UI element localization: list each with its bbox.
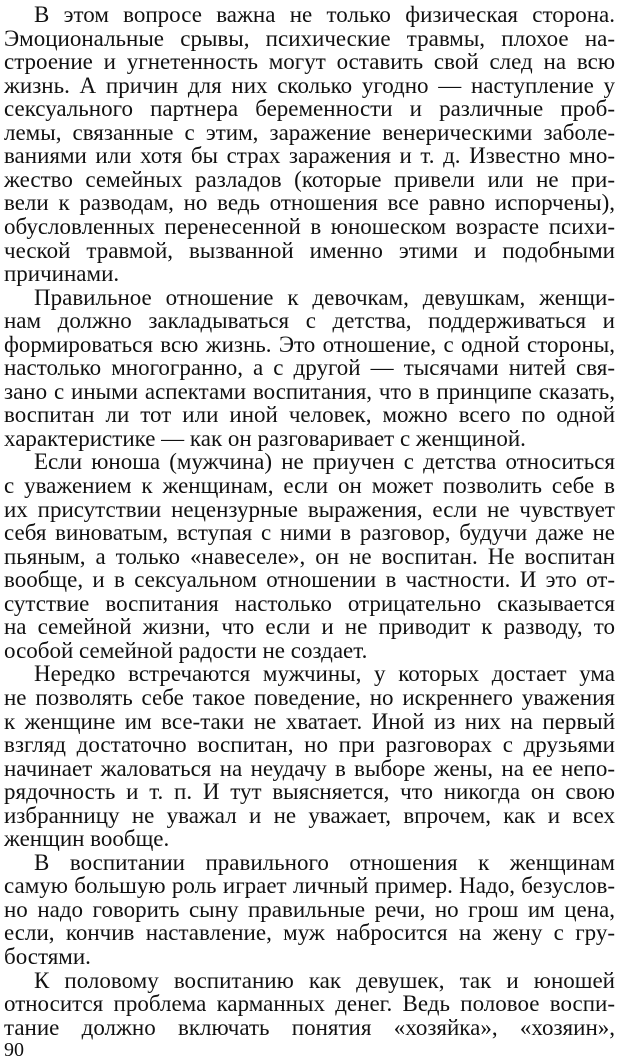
text-line: характеристике — как он разговаривает с женщиной.	[4, 425, 526, 451]
text-line: если, кончив наставление, муж набросится на жену с гру-	[4, 920, 615, 946]
text-line: Эмоциональные срывы, психические травмы, плохое на-	[4, 25, 615, 51]
text-line: ческой травмой, вызванной именно этими и подобными	[4, 237, 615, 263]
text-line: вели к разводам, но ведь отношения все равно испорчены),	[4, 190, 615, 216]
text-line: женщин вообще.	[4, 826, 170, 852]
text-line: бостями.	[4, 944, 91, 969]
text-line: с уважением к женщинам, если он может позволить себе в	[4, 473, 615, 498]
text-line: формироваться всю жизнь. Это отношение, с одной стороны,	[4, 331, 615, 357]
text-line: В этом вопросе важна не только физическая сторона.	[34, 2, 615, 27]
book-page	[4, 0, 615, 1062]
text-line: сутствие воспитания настолько отрицательно сказывается	[4, 590, 615, 616]
text-line: причинами.	[4, 261, 120, 287]
text-line: К половому воспитанию как девушек, так и юношей	[34, 967, 615, 993]
text-line: Правильное отношение к девочкам, девушкам, женщи-	[34, 284, 615, 310]
text-line: нам должно закладываться с детства, поддерживаться и	[4, 308, 615, 334]
text-line: к женщине им все-таки не хватает. Иной из них на первый	[4, 708, 615, 734]
text-line: Если юноша (мужчина) не приучен с детства относиться	[34, 449, 615, 475]
text-line: особой семейной радости не создает.	[4, 637, 368, 663]
text-line: ваниями или хотя бы страх заражения и т. д. Известно мно-	[4, 143, 615, 169]
text-line: взгляд достаточно воспитан, но при разговорах с друзьями	[4, 732, 615, 758]
text-line: Нередко встречаются мужчины, у которых достает ума	[34, 661, 615, 687]
text-line: их присутствии нецензурные выражения, если не чувствует	[4, 496, 615, 522]
text-line: не позволять себе такое поведение, но искреннего уважения	[4, 684, 615, 710]
text-line: В воспитании правильного отношения к женщинам	[34, 849, 615, 875]
text-line: относится проблема карманных денег. Ведь половое воспи-	[4, 991, 615, 1017]
text-line: строение и угнетенность могут оставить свой след на всю	[4, 49, 615, 75]
text-line: обусловленных перенесенной в юношеском возрасте психи-	[4, 213, 615, 239]
text-line: воспитан ли тот или иной человек, можно всего по одной	[4, 402, 615, 428]
text-line: жизнь. А причин для них сколько угодно — наступление у	[4, 72, 615, 98]
page-number: 90	[4, 1039, 24, 1061]
text-line: рядочность и т. п. И тут выясняется, что никогда он свою	[4, 779, 615, 805]
text-line: лемы, связанные с этим, заражение венерическими заболе-	[4, 119, 615, 145]
text-line: избранницу не уважал и не уважает, впрочем, как и всех	[4, 802, 615, 828]
text-line: себя виноватым, вступая с ними в разговор, будучи даже не	[4, 520, 615, 546]
text-line: сексуального партнера беременности и различные проб-	[4, 96, 615, 122]
text-line: настолько многогранно, а с другой — тысячами нитей свя-	[4, 355, 615, 381]
text-line: вообще, и в сексуальном отношении в частности. И это от-	[4, 567, 615, 593]
text-line: тание должно включать понятия «хозяйка», «хозяин»,	[4, 1014, 615, 1040]
text-line: самую большую роль играет личный пример. Надо, безуслов-	[4, 873, 615, 899]
text-line: но надо говорить сыну правильные речи, но грош им цена,	[4, 896, 615, 922]
text-line: жество семейных разладов (которые привели или не при-	[4, 166, 615, 192]
text-line: зано с иными аспектами воспитания, что в принципе сказать,	[4, 378, 615, 404]
text-line: начинает жаловаться на неудачу в выборе жены, на ее непо-	[4, 755, 615, 781]
text-line: пьяным, а только «навеселе», он не воспитан. Не воспитан	[4, 543, 615, 569]
text-line: на семейной жизни, что если и не приводит к разводу, то	[4, 614, 615, 640]
